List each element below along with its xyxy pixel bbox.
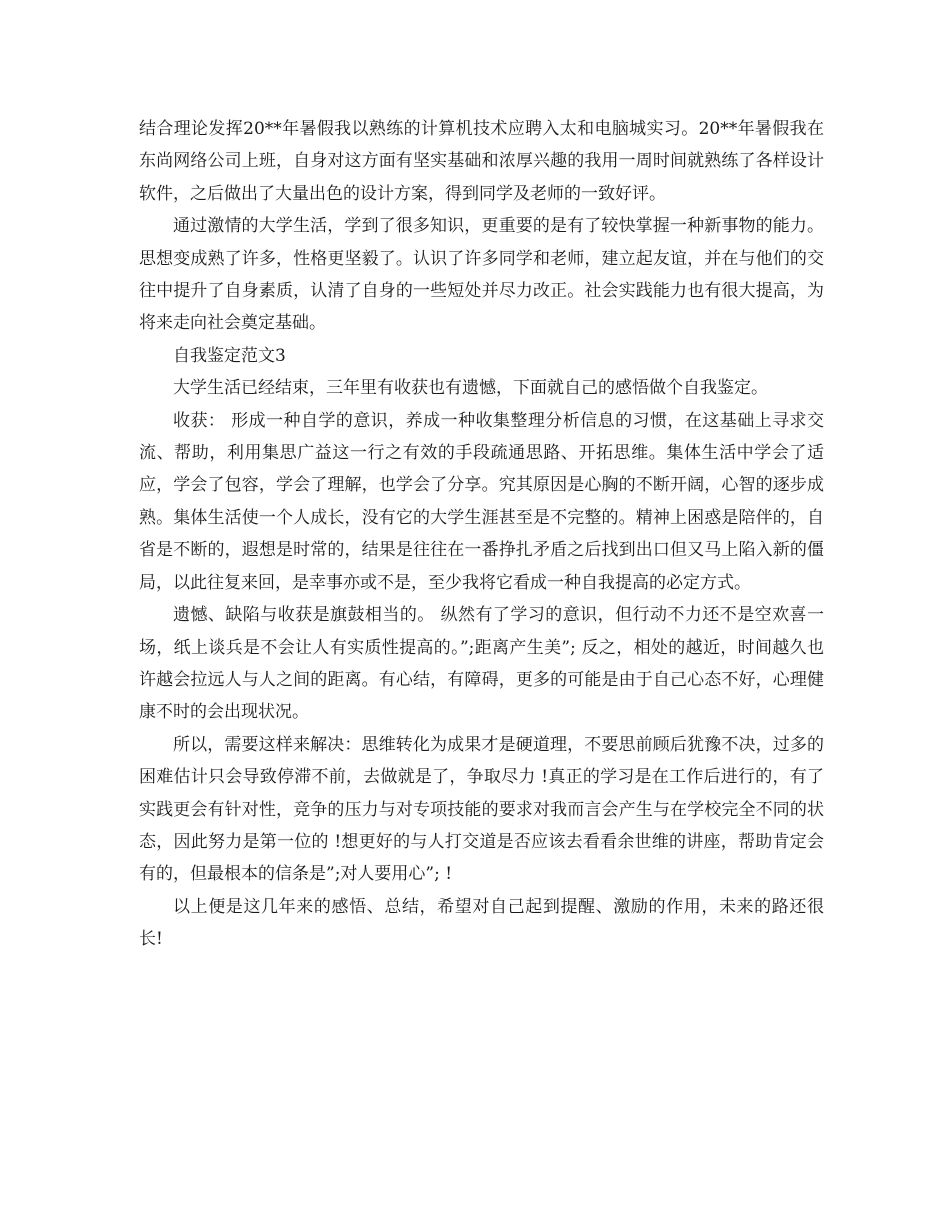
paragraph-intro: 大学生活已经结束，三年里有收获也有遗憾，下面就自己的感悟做个自我鉴定。 xyxy=(173,378,768,399)
paragraph-university-life: 通过激情的大学生活，学到了很多知识，更重要的是有了较快掌握一种新事物的能力。思想变成熟了许多，性格更坚毅了。认识了许多同学和老师，建立起友谊，并在与他们的交往中提升了自身素质，认清了自身的一些短处并尽力改正。社会实践能力也有很大提高，为将来走向社会奠定基础。 xyxy=(139,216,824,334)
paragraph-internship: 结合理论发挥20**年暑假我以熟练的计算机技术应聘入太和电脑城实习。20**年暑假我在东尚网络公司上班，自身对这方面有坚实基础和浓厚兴趣的我用一周时间就熟练了各样设计软件，之后做出了大量出色的设计方案，得到同学及老师的一致好评。 xyxy=(139,119,824,204)
paragraph-gains: 收获： 形成一种自学的意识，养成一种收集整理分析信息的习惯，在这基础上寻求交流、帮助，利用集思广益这一行之有效的手段疏通思路、开拓思维。集体生活中学会了适应，学会了包容，学会了理解，也学会了分享。究其原因是心胸的不断开阔，心智的逐步成熟。集体生活使一个人成长，没有它的大学生涯甚至是不完整的。精神上困惑是陪伴的，自省是不断的，遐想是时常的，结果是往往在一番挣扎矛盾之后找到出口但又马上陷入新的僵局，以此往复来回，是幸事亦或不是，至少我将它看成一种自我提高的必定方式。 xyxy=(139,410,824,593)
document-body xyxy=(139,113,824,956)
paragraph-regrets: 遗憾、缺陷与收获是旗鼓相当的。 纵然有了学习的意识，但行动不力还不是空欢喜一场，纸上谈兵是不会让人有实质性提高的。”;距离产生美”; 反之，相处的越近，时间越久也许越会拉远人与人之间的距离。有心结，有障碍，更多的可能是由于自己心态不好，心理健康不时的会出现状况。 xyxy=(139,605,824,723)
paragraph-solutions: 所以，需要这样来解决：思维转化为成果才是硬道理，不要思前顾后犹豫不决，过多的困难估计只会导致停滞不前，去做就是了，争取尽力 !真正的学习是在工作后进行的，有了实践更会有针对性，竞争的压力与对专项技能的要求对我而言会产生与在学校完全不同的状态，因此努力是第一位的 !想更好的与人打交道是否应该去看看余世维的讲座，帮助肯定会有的，但最根本的信条是”;对人要用心”; ! xyxy=(139,734,824,885)
section-heading: 自我鉴定范文3 xyxy=(173,345,286,366)
paragraph-conclusion: 以上便是这几年来的感悟、总结，希望对自己起到提醒、激励的作用，未来的路还很长! xyxy=(139,896,824,950)
